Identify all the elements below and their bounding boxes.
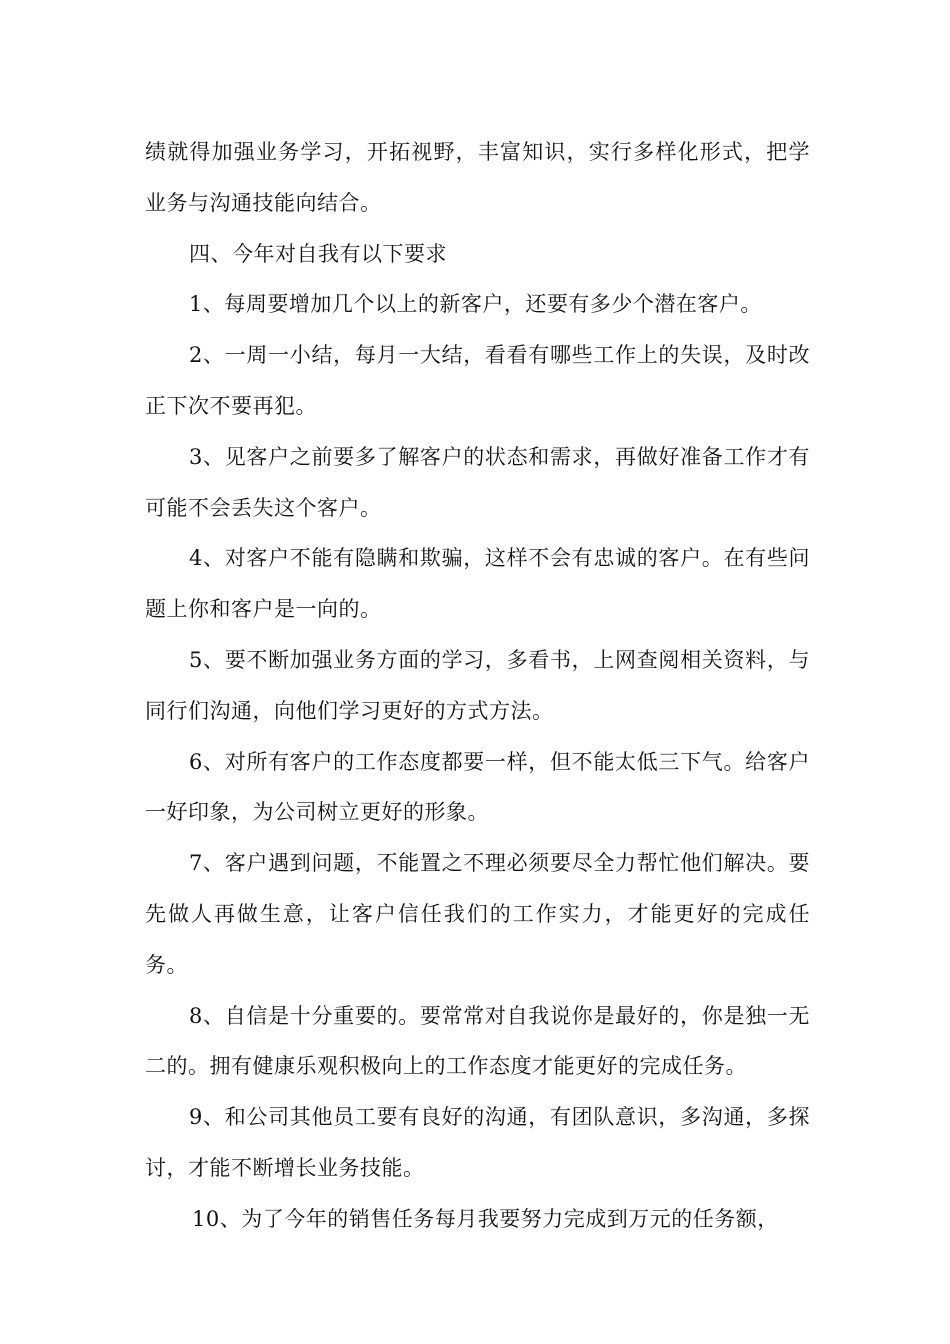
requirement-item-4: 4、对客户不能有隐瞒和欺骗，这样不会有忠诚的客户。在有些问题上你和客户是一向的。	[145, 546, 810, 622]
requirement-item-9: 9、和公司其他员工要有良好的沟通，有团队意识，多沟通，多探讨，才能不断增长业务技能。	[145, 1105, 810, 1180]
requirement-item-2: 2、一周一小结，每月一大结，看看有哪些工作上的失误，及时改正下次不要再犯。	[145, 343, 810, 418]
document-body	[145, 127, 810, 1245]
paragraph-continuation: 绩就得加强业务学习，开拓视野，丰富知识，实行多样化形式，把学业务与沟通技能向结合。	[145, 140, 810, 215]
requirement-item-8: 8、自信是十分重要的。要常常对自我说你是最好的，你是独一无二的。拥有健康乐观积极向上的工作态度才能更好的完成任务。	[145, 1003, 810, 1079]
requirement-item-6: 6、对所有客户的工作态度都要一样，但不能太低三下气。给客户一好印象，为公司树立更好的形象。	[145, 749, 810, 825]
requirement-item-7: 7、客户遇到问题，不能置之不理必须要尽全力帮忙他们解决。要先做人再做生意，让客户信任我们的工作实力，才能更好的完成任务。	[145, 851, 810, 977]
requirement-item-5: 5、要不断加强业务方面的学习，多看书，上网查阅相关资料，与同行们沟通，向他们学习更好的方式方法。	[145, 647, 810, 723]
requirement-item-1: 1、每周要增加几个以上的新客户，还要有多少个潜在客户。	[189, 292, 762, 317]
section-heading-requirements: 四、今年对自我有以下要求	[189, 241, 447, 266]
requirement-item-3: 3、见客户之前要多了解客户的状态和需求，再做好准备工作才有可能不会丢失这个客户。	[145, 444, 810, 520]
requirement-item-10: 10、为了今年的销售任务每月我要努力完成到万元的任务额，	[192, 1206, 779, 1231]
